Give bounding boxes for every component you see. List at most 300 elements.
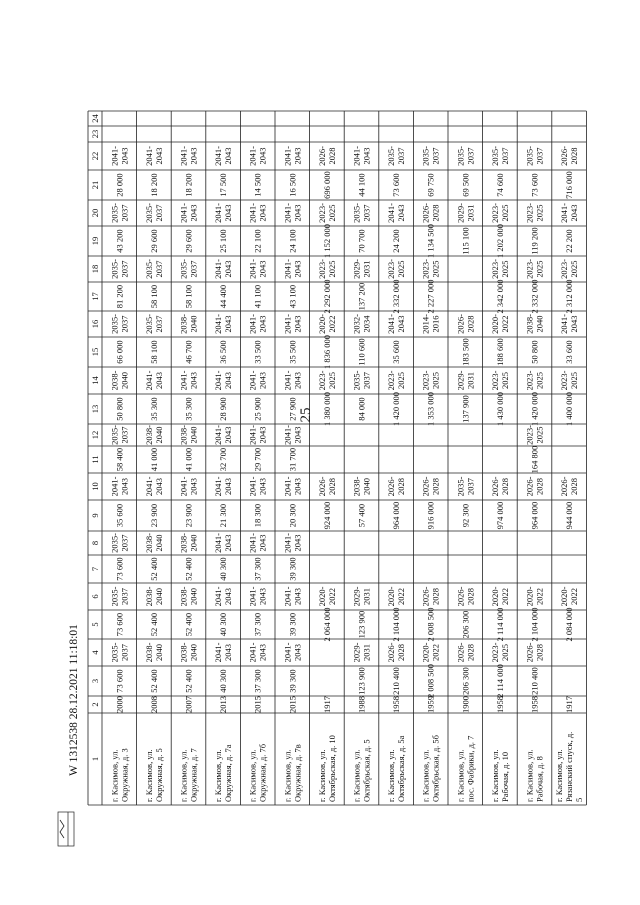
period-start: 2035-	[420, 146, 431, 166]
period-start: 2041-	[282, 586, 293, 607]
period-start: 2041-	[386, 203, 397, 223]
period-end: 2043	[257, 147, 268, 165]
period-start: 2035-	[455, 476, 466, 497]
header-cell: 2	[90, 702, 100, 707]
period-start: 2041-	[213, 533, 224, 553]
period-start: 2038-	[351, 476, 362, 497]
period-end: 2022	[396, 588, 407, 605]
value-cell: 70 700	[356, 229, 367, 253]
period-start: 2023-	[489, 203, 500, 223]
period-start: 2035-	[489, 146, 500, 166]
period-end: 2037	[153, 315, 164, 333]
value-cell: 1 152 000	[321, 224, 332, 258]
period-start: 2035-	[109, 259, 120, 279]
value-cell: 696 000	[321, 171, 332, 199]
value-cell: 36 500	[218, 340, 229, 364]
value-cell: 28 900	[218, 397, 229, 421]
value-cell: 1 836 000	[321, 335, 332, 369]
period-end: 2040	[188, 588, 199, 605]
address-line: Окружная, д. 7б	[257, 743, 268, 802]
period-start: 2035-	[386, 146, 397, 166]
value-cell: 57 400	[356, 503, 367, 528]
header-cell: 14	[90, 376, 100, 385]
value-cell: 24 200	[391, 229, 402, 253]
address-line: Окружная, д. 7в	[292, 744, 303, 802]
period-end: 2022	[326, 588, 337, 605]
period-end: 2043	[223, 478, 234, 495]
value-cell: 46 700	[183, 340, 194, 364]
period-end: 2043	[361, 147, 372, 165]
value-cell: 37 300	[252, 669, 263, 693]
value-cell: 27 900	[287, 397, 298, 421]
value-cell: 2 114 000	[494, 664, 505, 698]
data-table	[88, 111, 586, 805]
period-end: 2040	[534, 315, 545, 333]
period-start: 2038-	[178, 425, 189, 445]
period-end: 2022	[430, 644, 441, 661]
period-start: 2029-	[455, 203, 466, 223]
value-cell: 2 227 000	[425, 279, 436, 314]
period-start: 2041-	[559, 203, 570, 223]
period-end: 2037	[119, 204, 130, 222]
period-start: 2023-	[489, 370, 500, 391]
header-cell: 6	[90, 594, 100, 599]
address-line: Окружная, д. 7а	[223, 744, 234, 802]
period-end: 2043	[223, 147, 234, 165]
period-start: 2041-	[282, 425, 293, 445]
value-cell: 14 500	[252, 173, 263, 197]
period-start: 2026-	[524, 642, 535, 663]
value-cell: 84 000	[356, 397, 367, 421]
period-end: 2022	[326, 315, 337, 333]
value-cell: 52 400	[148, 669, 159, 693]
period-start: 2041-	[282, 370, 293, 391]
period-start: 2038-	[178, 586, 189, 607]
value-cell: 2000	[114, 696, 125, 713]
value-cell: 44 100	[356, 173, 367, 197]
period-end: 2025	[430, 372, 441, 389]
value-cell: 206 300	[460, 667, 471, 695]
value-cell: 110 600	[356, 338, 367, 366]
period-end: 2025	[569, 260, 580, 278]
period-start: 2026-	[386, 642, 397, 663]
value-cell: 50 800	[114, 397, 125, 421]
period-start: 2041-	[282, 642, 293, 663]
value-cell: 2 084 000	[564, 607, 575, 642]
value-cell: 1917	[321, 696, 332, 713]
address-line: Октябрьская, д. 10	[326, 735, 337, 802]
period-end: 2037	[396, 147, 407, 165]
period-start: 2035-	[143, 314, 154, 334]
period-end: 2025	[499, 204, 510, 222]
table-cells	[90, 114, 584, 803]
period-start: 2035-	[351, 370, 362, 391]
period-end: 2040	[188, 534, 199, 552]
period-end: 2025	[534, 204, 545, 222]
value-cell: 52 400	[148, 557, 159, 581]
address-line: г. Касимов, ул.	[282, 749, 293, 802]
period-start: 2041-	[247, 259, 258, 279]
period-start: 2041-	[213, 259, 224, 279]
period-end: 2043	[257, 426, 268, 444]
address-line: г. Касимов, ул.	[524, 749, 535, 802]
period-end: 2028	[534, 478, 545, 495]
period-end: 2040	[153, 426, 164, 444]
period-end: 2028	[326, 478, 337, 495]
period-end: 2022	[499, 315, 510, 333]
period-start: 2038-	[143, 425, 154, 445]
period-start: 2023-	[386, 370, 397, 391]
value-cell: 2 342 000	[494, 279, 505, 314]
value-cell: 924 000	[321, 501, 332, 530]
value-cell: 35 600	[114, 503, 125, 528]
period-start: 2023-	[559, 259, 570, 279]
period-end: 2028	[396, 478, 407, 495]
value-cell: 1959	[425, 696, 436, 713]
period-end: 2025	[396, 372, 407, 389]
period-end: 2040	[153, 644, 164, 661]
value-cell: 73 600	[529, 173, 540, 197]
header-cell: 19	[90, 236, 100, 246]
value-cell: 35 600	[391, 340, 402, 364]
period-start: 2029-	[455, 370, 466, 391]
period-start: 2041-	[282, 146, 293, 166]
period-end: 2037	[119, 644, 130, 661]
value-cell: 29 700	[252, 447, 263, 472]
value-cell: 1 380 000	[321, 392, 332, 426]
value-cell: 28 000	[114, 173, 125, 197]
period-end: 2043	[223, 534, 234, 552]
header-cell: 11	[90, 455, 100, 464]
value-cell: 31 700	[287, 447, 298, 472]
period-start: 2041-	[178, 370, 189, 391]
period-end: 2037	[188, 260, 199, 278]
period-start: 2038-	[143, 642, 154, 663]
value-cell: 18 300	[252, 503, 263, 528]
period-start: 2038-	[178, 314, 189, 334]
header-cell: 21	[90, 180, 100, 190]
period-start: 2035-	[143, 259, 154, 279]
period-end: 2043	[223, 204, 234, 222]
value-cell: 43 200	[114, 229, 125, 253]
header-cell: 16	[90, 319, 100, 329]
address-line: Окружная, д. 5	[153, 748, 164, 802]
period-end: 2028	[569, 147, 580, 165]
value-cell: 52 400	[183, 669, 194, 693]
period-start: 2038-	[524, 314, 535, 334]
value-cell: 39 300	[287, 557, 298, 581]
value-cell: 37 300	[252, 557, 263, 581]
period-end: 2025	[430, 260, 441, 278]
period-end: 2037	[119, 588, 130, 605]
value-cell: 17 500	[218, 173, 229, 197]
period-end: 2043	[292, 372, 303, 389]
period-start: 2026-	[524, 476, 535, 497]
period-end: 2025	[499, 372, 510, 389]
value-cell: 1 353 000	[425, 392, 436, 426]
value-cell: 974 000	[494, 501, 505, 530]
period-end: 2031	[361, 260, 372, 278]
value-cell: 40 300	[218, 669, 229, 693]
header-cell: 1	[90, 756, 100, 762]
period-start: 2020-	[489, 314, 500, 334]
period-start: 2041-	[282, 476, 293, 497]
value-cell: 22 100	[252, 229, 263, 253]
value-cell: 964 000	[391, 501, 402, 530]
period-start: 2023-	[316, 203, 327, 223]
period-start: 2041-	[143, 146, 154, 166]
address-line: г. Касимов, ул.	[143, 749, 154, 802]
value-cell: 1958	[494, 696, 505, 713]
period-start: 2023-	[524, 370, 535, 391]
period-end: 2043	[223, 644, 234, 661]
period-start: 2041-	[213, 146, 224, 166]
value-cell: 137 200	[356, 282, 367, 311]
value-cell: 188 600	[494, 338, 505, 366]
header-cell: 7	[90, 566, 100, 572]
address-line: Октябрьская, д. 5	[361, 739, 372, 802]
period-end: 2043	[396, 204, 407, 222]
value-cell: 1 420 000	[529, 392, 540, 426]
header-cell: 13	[90, 404, 100, 414]
value-cell: 2 312 000	[564, 279, 575, 314]
value-cell: 52 400	[148, 612, 159, 637]
period-end: 2043	[257, 372, 268, 389]
period-end: 2031	[361, 644, 372, 661]
value-cell: 1958	[529, 696, 540, 713]
value-cell: 1958	[391, 696, 402, 713]
header-cell: 12	[90, 430, 100, 440]
value-cell: 2008	[148, 696, 159, 713]
period-end: 2028	[534, 644, 545, 661]
period-end: 2043	[257, 644, 268, 661]
header-cell: 17	[90, 292, 100, 301]
address-line: г. Касимов, ул.	[386, 749, 397, 802]
address-line: г. Касимов, ул.	[247, 749, 258, 802]
address-line: г. Касимов, ул.	[213, 749, 224, 802]
period-start: 2035-	[178, 259, 189, 279]
period-start: 2026-	[559, 476, 570, 497]
address-line: г. Касимов, ул.	[455, 749, 466, 802]
period-end: 2028	[465, 588, 476, 605]
period-end: 2043	[257, 315, 268, 333]
period-start: 2026-	[386, 476, 397, 497]
period-end: 2028	[326, 147, 337, 165]
value-cell: 73 600	[114, 612, 125, 637]
period-start: 2035-	[109, 314, 120, 334]
address-line: г. Касимов, ул.	[420, 749, 431, 802]
period-start: 2035-	[143, 203, 154, 223]
period-end: 2025	[326, 204, 337, 222]
value-cell: 164 800	[529, 445, 540, 474]
value-cell: 33 500	[252, 340, 263, 364]
value-cell: 35 500	[287, 340, 298, 364]
period-start: 2026-	[455, 314, 466, 334]
period-start: 2041-	[178, 203, 189, 223]
value-cell: 916 000	[425, 501, 436, 530]
period-end: 2043	[188, 478, 199, 495]
period-start: 2023-	[489, 259, 500, 279]
value-cell: 52 400	[183, 612, 194, 637]
value-cell: 944 000	[564, 501, 575, 530]
period-end: 2043	[257, 260, 268, 278]
value-cell: 23 900	[183, 503, 194, 528]
period-start: 2020-	[316, 586, 327, 607]
period-end: 2043	[292, 644, 303, 661]
address-line: г. Касимов, ул.	[109, 749, 120, 802]
period-end: 2043	[257, 588, 268, 605]
value-cell: 119 200	[529, 227, 540, 255]
period-start: 2035-	[109, 533, 120, 553]
period-start: 2041-	[143, 370, 154, 391]
period-start: 2026-	[455, 586, 466, 607]
period-start: 2023-	[386, 259, 397, 279]
period-start: 2026-	[420, 476, 431, 497]
period-end: 2022	[499, 588, 510, 605]
period-end: 2043	[257, 478, 268, 495]
period-end: 2043	[119, 478, 130, 495]
period-start: 2023-	[559, 370, 570, 391]
period-start: 2038-	[143, 533, 154, 553]
period-start: 2038-	[109, 370, 120, 391]
period-start: 2035-	[109, 203, 120, 223]
value-cell: 32 700	[218, 447, 229, 472]
value-cell: 22 200	[564, 229, 575, 253]
period-start: 2041-	[213, 425, 224, 445]
period-start: 2041-	[213, 314, 224, 334]
period-start: 2026-	[455, 642, 466, 663]
period-start: 2035-	[455, 146, 466, 166]
period-start: 2023-	[420, 370, 431, 391]
period-start: 2026-	[559, 146, 570, 166]
period-end: 2028	[465, 644, 476, 661]
address-line: Окружная, д. 3	[119, 748, 130, 802]
value-cell: 41 000	[183, 447, 194, 472]
value-cell: 25 100	[218, 229, 229, 253]
period-start: 2023-	[316, 370, 327, 391]
address-line: г. Касимов, ул.	[489, 749, 500, 802]
value-cell: 2 064 000	[321, 607, 332, 642]
period-end: 2043	[188, 204, 199, 222]
period-end: 2031	[465, 372, 476, 389]
period-start: 2041-	[282, 314, 293, 334]
period-start: 2041-	[351, 146, 362, 166]
value-cell: 123 900	[356, 667, 367, 695]
value-cell: 23 900	[148, 503, 159, 528]
period-end: 2031	[465, 204, 476, 222]
period-end: 2028	[430, 588, 441, 605]
header-cell: 4	[90, 650, 100, 655]
period-start: 2026-	[420, 586, 431, 607]
period-start: 2041-	[213, 203, 224, 223]
header-cell: 24	[90, 114, 100, 123]
period-end: 2025	[534, 372, 545, 389]
value-cell: 41 100	[252, 284, 263, 309]
value-cell: 35 300	[148, 397, 159, 421]
period-start: 2014-	[420, 314, 431, 334]
value-cell: 66 000	[114, 340, 125, 364]
value-cell: 1 202 000	[494, 224, 505, 258]
value-cell: 58 100	[148, 284, 159, 309]
period-end: 2037	[361, 372, 372, 389]
period-start: 2023-	[316, 259, 327, 279]
value-cell: 2015	[287, 696, 298, 713]
header-cell: 3	[90, 678, 100, 684]
period-end: 2043	[223, 372, 234, 389]
value-cell: 210 400	[529, 667, 540, 695]
period-end: 2040	[188, 644, 199, 661]
value-cell: 58 400	[114, 447, 125, 472]
value-cell: 1 134 500	[425, 224, 436, 258]
period-end: 2037	[119, 260, 130, 278]
value-cell: 716 000	[564, 171, 575, 199]
period-end: 2025	[534, 426, 545, 444]
period-start: 2020-	[524, 586, 535, 607]
value-cell: 2015	[252, 696, 263, 713]
period-end: 2037	[534, 147, 545, 165]
period-end: 2043	[292, 534, 303, 552]
page-number: 25	[298, 407, 314, 423]
period-end: 2043	[257, 204, 268, 222]
period-end: 2037	[153, 204, 164, 222]
period-start: 2041-	[282, 533, 293, 553]
period-start: 2023-	[524, 203, 535, 223]
address-line: г. Касимов, ул.	[316, 749, 327, 802]
period-start: 2041-	[178, 476, 189, 497]
period-end: 2028	[499, 478, 510, 495]
period-end: 2043	[119, 147, 130, 165]
period-start: 2020-	[420, 642, 431, 663]
period-end: 2028	[465, 315, 476, 333]
address-line: г. Касимов, ул.	[554, 749, 565, 802]
value-cell: 41 000	[148, 447, 159, 472]
period-end: 2025	[326, 372, 337, 389]
period-start: 2029-	[351, 586, 362, 607]
period-start: 2041-	[247, 425, 258, 445]
value-cell: 16 500	[287, 173, 298, 197]
value-cell: 44 400	[218, 284, 229, 309]
value-cell: 20 300	[287, 503, 298, 528]
value-cell: 58 100	[183, 284, 194, 309]
period-start: 2041-	[213, 476, 224, 497]
value-cell: 2 292 000	[321, 279, 332, 314]
period-start: 2032-	[351, 314, 362, 334]
period-end: 2022	[569, 588, 580, 605]
header-cell: 23	[90, 129, 100, 139]
period-start: 2029-	[351, 259, 362, 279]
value-cell: 2 104 000	[529, 607, 540, 642]
header-cell: 9	[90, 513, 100, 518]
period-end: 2043	[292, 260, 303, 278]
value-cell: 2 332 000	[391, 279, 402, 314]
period-end: 2043	[223, 260, 234, 278]
period-end: 2043	[396, 315, 407, 333]
period-end: 2043	[292, 588, 303, 605]
value-cell: 73 600	[114, 557, 125, 581]
value-cell: 50 800	[529, 340, 540, 364]
value-cell: 35 300	[183, 397, 194, 421]
period-end: 2025	[534, 260, 545, 278]
header-cell: 10	[90, 482, 100, 491]
period-start: 2029-	[351, 642, 362, 663]
period-end: 2043	[569, 204, 580, 222]
value-cell: 2013	[218, 696, 229, 713]
value-cell: 73 600	[114, 669, 125, 693]
period-end: 2037	[465, 147, 476, 165]
period-start: 2038-	[178, 533, 189, 553]
period-start: 2041-	[386, 314, 397, 334]
period-start: 2038-	[178, 642, 189, 663]
